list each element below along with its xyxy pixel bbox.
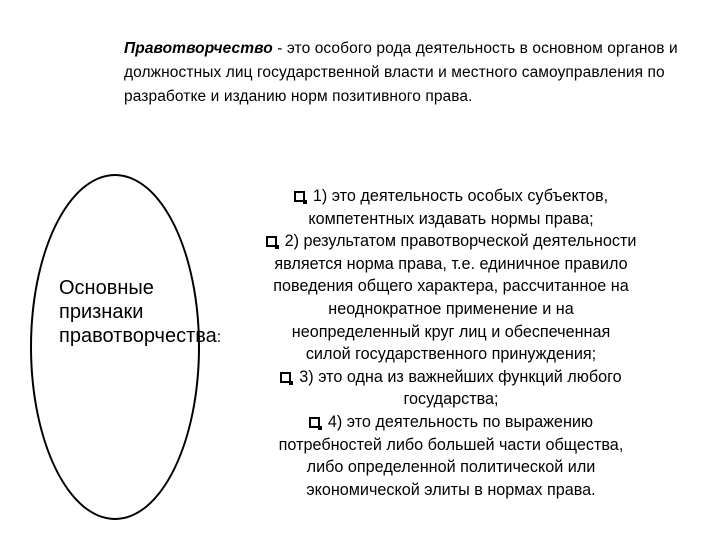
list-item-line: неоднократное применение и на xyxy=(328,299,574,318)
list-item xyxy=(206,230,696,253)
list-item-line: 2) результатом правотворческой деятельности xyxy=(284,232,637,251)
list-item xyxy=(206,411,696,434)
features-list xyxy=(206,185,696,501)
list-item-line: 1) это деятельность особых субъектов, xyxy=(312,187,609,205)
list-item-line: поведения общего характера, рассчитанное на xyxy=(273,277,629,296)
oval-label xyxy=(59,276,222,350)
list-item-line: неопределенный круг лиц и обеспеченная xyxy=(291,322,611,341)
q-box-icon xyxy=(266,236,277,247)
list-item-line: экономической элиты в нормах права. xyxy=(306,480,596,499)
q-box-icon xyxy=(309,417,320,428)
oval-label-colon: : xyxy=(216,329,222,346)
list-item-line: силой государственного принуждения; xyxy=(305,345,597,364)
list-item-line: потребностей либо большей части общества, xyxy=(278,435,624,454)
definition-term: Правотворчество xyxy=(124,40,273,57)
q-box-icon xyxy=(280,372,291,383)
definition-text: - это особого рода деятельность в основном органов и должностных лиц государственной власти и местного самоуправления по разработке и изданию норм позитивного права. xyxy=(124,40,678,105)
list-item-line: либо определенной политической или xyxy=(306,458,596,477)
list-item-line: 4) это деятельность по выражению xyxy=(327,412,594,431)
list-item xyxy=(206,366,696,389)
list-item-line: компетентных издавать нормы права; xyxy=(308,209,594,228)
list-item xyxy=(206,185,696,208)
q-box-icon xyxy=(294,191,305,202)
list-item-line: государства; xyxy=(403,390,499,409)
list-item-line: является норма права, т.е. единичное правило xyxy=(274,254,628,273)
list-item-line: 3) это одна из важнейших функций любого xyxy=(299,367,622,386)
oval-label-text: Основные признаки правотворчества xyxy=(59,277,217,347)
definition-paragraph xyxy=(124,37,684,109)
